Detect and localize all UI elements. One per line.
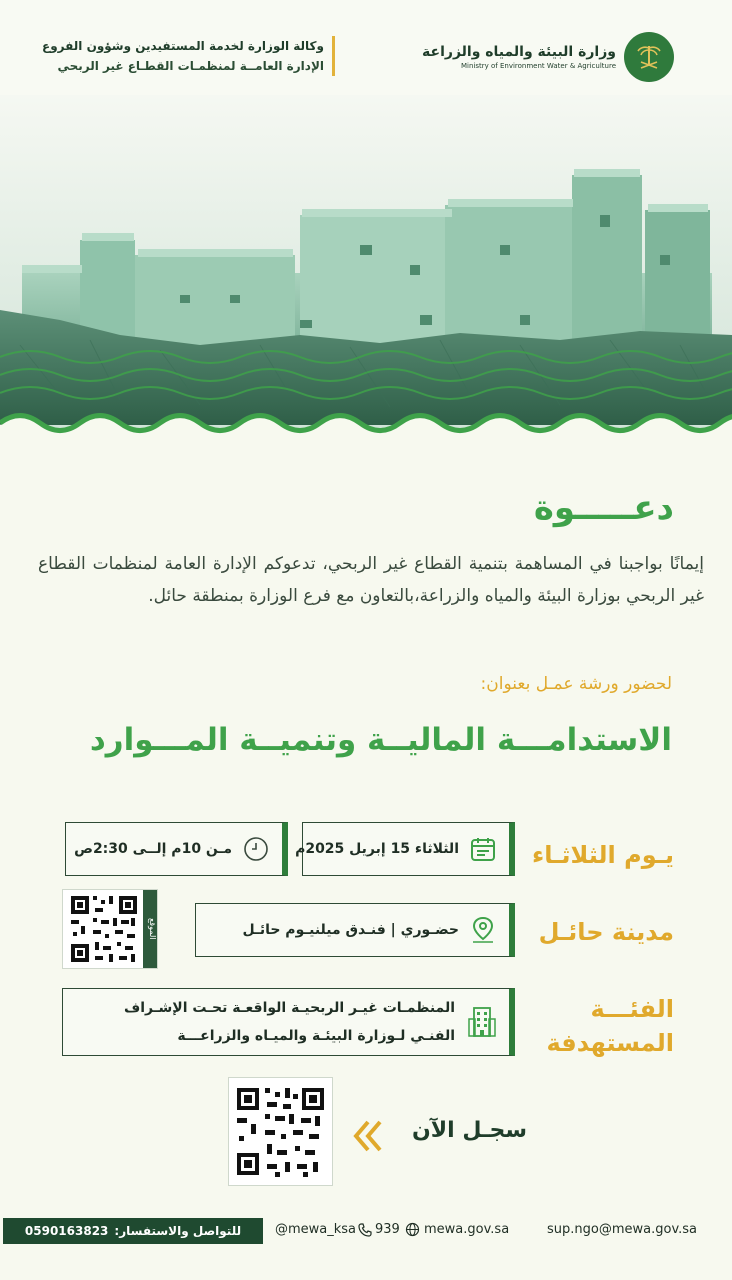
attend-label: لحضور ورشة عمـل بعنوان: [480, 674, 672, 694]
double-chevron-icon [348, 1116, 388, 1160]
location-tag: الموقع [143, 890, 157, 968]
venue-text: حضـوري | فنـدق ميلنيـوم حائـل [242, 922, 459, 938]
workshop-title: الاستدامـــة الماليــة وتنميــة المـــوارد [89, 722, 672, 758]
website-link[interactable] [405, 1222, 509, 1237]
city-label: مدينة حائـل [538, 918, 674, 946]
agency-block [42, 36, 335, 76]
time-text: مـن 10م إلــى 2:30ص [74, 841, 232, 857]
header [0, 0, 732, 95]
target-label [546, 992, 674, 1060]
globe-icon [405, 1222, 420, 1237]
twitter-handle-text: @mewa_ksa [275, 1222, 357, 1237]
date-box [295, 822, 515, 876]
invitation-body: إيمانًا بواجبنا في المساهمة بتنمية القطاع غير الربحي، تدعوكم الإدارة العامة لمنظمات القطاع غير الربحي بوزارة البيئة والمياه والزراعة،بالتعاون مع فرع الوزارة بمنطقة حائل. [38, 554, 704, 606]
website-text: mewa.gov.sa [424, 1222, 510, 1237]
twitter-handle[interactable] [275, 1222, 356, 1237]
ministry-name-ar: وزارة البيئة والمياه والزراعة [422, 44, 616, 60]
agency-line-2: الإدارة العامــة لمنظمـات القطـاع غير الربحي [57, 59, 324, 73]
time-box [65, 822, 288, 876]
venue-box [195, 903, 515, 957]
date-text: الثلاثاء 15 إبريل 2025م [295, 841, 459, 857]
clock-icon [242, 835, 270, 863]
contact-phone[interactable]: 0590163823 [24, 1224, 109, 1238]
location-qr-code[interactable] [62, 889, 158, 969]
target-text-line-2: الفنـي لـوزارة البيئـة والميـاه والزراعـــة [177, 1028, 455, 1044]
phone-icon [358, 1223, 372, 1237]
location-pin-icon [469, 915, 497, 945]
register-qr-code[interactable] [228, 1077, 333, 1186]
target-text-line-1: المنظمـات غيـر الربحيـة الواقعـة تحـت الإشـراف [123, 1000, 455, 1016]
agency-line-1: وكالة الوزارة لخدمة المستفيدين وشؤون الفروع [42, 39, 324, 53]
ministry-name-en: Ministry of Environment Water & Agriculture [461, 62, 616, 70]
hotline[interactable] [358, 1222, 400, 1237]
contact-bar [3, 1218, 263, 1244]
contact-label: للتواصل والاستفسار: [114, 1224, 242, 1238]
email-text: sup.ngo@mewa.gov.sa [547, 1222, 697, 1237]
palm-emblem-icon [624, 32, 674, 82]
target-label-line-1: الفئـــة [590, 995, 674, 1023]
building-icon [467, 1005, 497, 1039]
ministry-logo [422, 32, 674, 82]
target-label-line-2: المستهدفة [546, 1029, 674, 1057]
invitation-title: دعـــــوة [533, 488, 674, 528]
calendar-icon [469, 835, 497, 863]
email-link[interactable] [547, 1222, 697, 1237]
day-label: يـوم الثلاثـاء [532, 841, 674, 869]
fortress-hero-image [0, 95, 732, 445]
register-now-label[interactable]: سجـل الآن [412, 1118, 528, 1143]
hotline-text: 939 [375, 1222, 400, 1237]
target-box [62, 988, 515, 1056]
